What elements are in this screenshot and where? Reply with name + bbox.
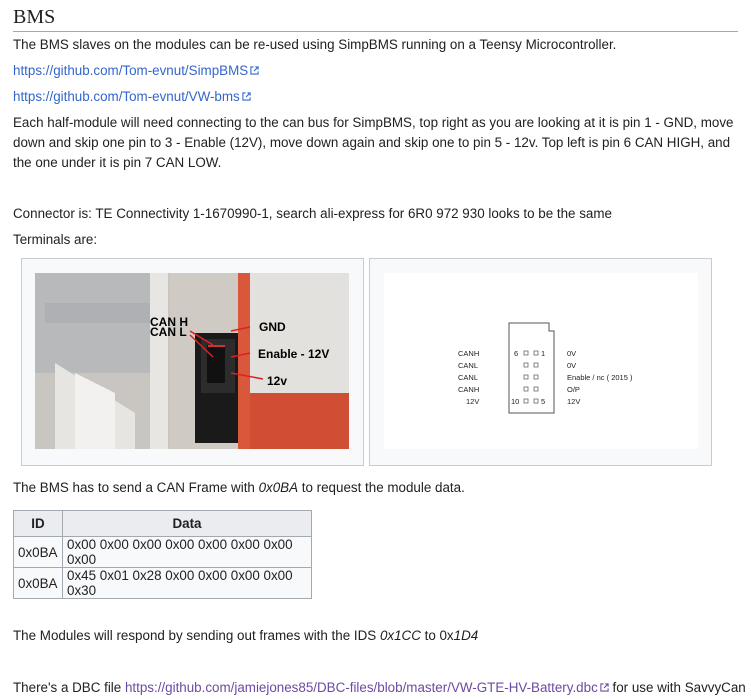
table-header-id: ID: [14, 511, 63, 537]
diagram-right-label: 12V: [567, 397, 581, 406]
external-link-icon: [242, 92, 251, 101]
dbc-paragraph: [13, 678, 746, 698]
table-cell-data: 0x45 0x01 0x28 0x00 0x00 0x00 0x00 0x30: [63, 568, 312, 599]
frame-id: 0x0BA: [258, 480, 299, 495]
diagram-left-label: CANH: [458, 349, 480, 358]
dbc-text-post: for use with SavvyCan: [608, 680, 746, 695]
external-link-icon: [600, 683, 609, 692]
external-link-icon: [250, 66, 259, 75]
gallery-box-diagram: [369, 258, 712, 466]
diagram-right-label: Enable / nc ( 2015 ): [567, 373, 633, 382]
vw-bms-link[interactable]: https://github.com/Tom-evnut/VW-bms: [13, 89, 240, 104]
diagram-left-label: CANL: [458, 361, 479, 370]
pinout-diagram[interactable]: [384, 273, 698, 449]
respond-text-mid: to 0x: [420, 628, 454, 643]
frame-text-pre: The BMS has to send a CAN Frame with: [13, 480, 259, 495]
gallery-box-photo: [21, 258, 364, 466]
frame-paragraph: [13, 478, 465, 498]
photo-label-gnd: GND: [259, 320, 286, 334]
photo-label-enable: Enable - 12V: [258, 347, 330, 361]
frame-text-post: to request the module data.: [298, 480, 465, 495]
respond-text-pre: The Modules will respond by sending out frames with the IDS: [13, 628, 380, 643]
table-cell-id: 0x0BA: [14, 568, 63, 599]
respond-id-start: 0x1CC: [379, 628, 421, 643]
section-heading: BMS: [13, 5, 738, 32]
connector-paragraph: Connector is: TE Connectivity 1-1670990-1, search ali-express for 6R0 972 930 looks to be the same: [13, 206, 612, 221]
diagram-pin-number: 10: [511, 397, 520, 406]
diagram-right-label: 0V: [567, 349, 577, 358]
photo-label-canh: CAN H: [150, 315, 188, 329]
connector-photo[interactable]: [35, 273, 349, 449]
diagram-pin-number: 1: [541, 349, 546, 358]
diagram-left-label: CANH: [458, 385, 480, 394]
dbc-text-pre: There's a DBC file: [13, 680, 125, 695]
table-cell-data: 0x00 0x00 0x00 0x00 0x00 0x00 0x00 0x00: [63, 537, 312, 568]
diagram-left-label: 12V: [466, 397, 480, 406]
table-header-row: [14, 511, 312, 537]
respond-id-end: 1D4: [453, 628, 479, 643]
diagram-left-label: CANL: [458, 373, 479, 382]
link-line-simpbms: [13, 61, 259, 81]
table-header-data: Data: [63, 511, 312, 537]
table-cell-id: 0x0BA: [14, 537, 63, 568]
simpbms-link[interactable]: https://github.com/Tom-evnut/SimpBMS: [13, 63, 249, 78]
dbc-file-link[interactable]: https://github.com/jamiejones85/DBC-files/blob/master/VW-GTE-HV-Battery.dbc: [124, 680, 598, 695]
can-frame-table: [13, 510, 312, 599]
diagram-right-label: O/P: [567, 385, 580, 394]
image-gallery: [21, 258, 726, 466]
intro-paragraph: The BMS slaves on the modules can be re-used using SimpBMS running on a Teensy Microcontroller.: [13, 37, 617, 52]
photo-label-canl: CAN L: [150, 325, 187, 339]
link-line-vwbms: [13, 87, 251, 107]
respond-paragraph: [13, 626, 478, 646]
diagram-pin-number: 5: [541, 397, 546, 406]
table-row: [14, 537, 312, 568]
wiring-paragraph: Each half-module will need connecting to the can bus for SimpBMS, top right as you are looking at it is pin 1 - GND, move down and skip one pin to 3 - Enable (12V), move down again and skip one to pin 5 - 12v. Top left is pin 6 CAN HIGH, and the one under it is pin 7 CAN LOW.: [13, 115, 734, 170]
diagram-right-label: 0V: [567, 361, 577, 370]
diagram-pin-number: 6: [514, 349, 519, 358]
terminals-paragraph: Terminals are:: [13, 232, 98, 247]
table-row: [14, 568, 312, 599]
photo-label-12v: 12v: [267, 374, 288, 388]
article-content: [13, 0, 738, 247]
